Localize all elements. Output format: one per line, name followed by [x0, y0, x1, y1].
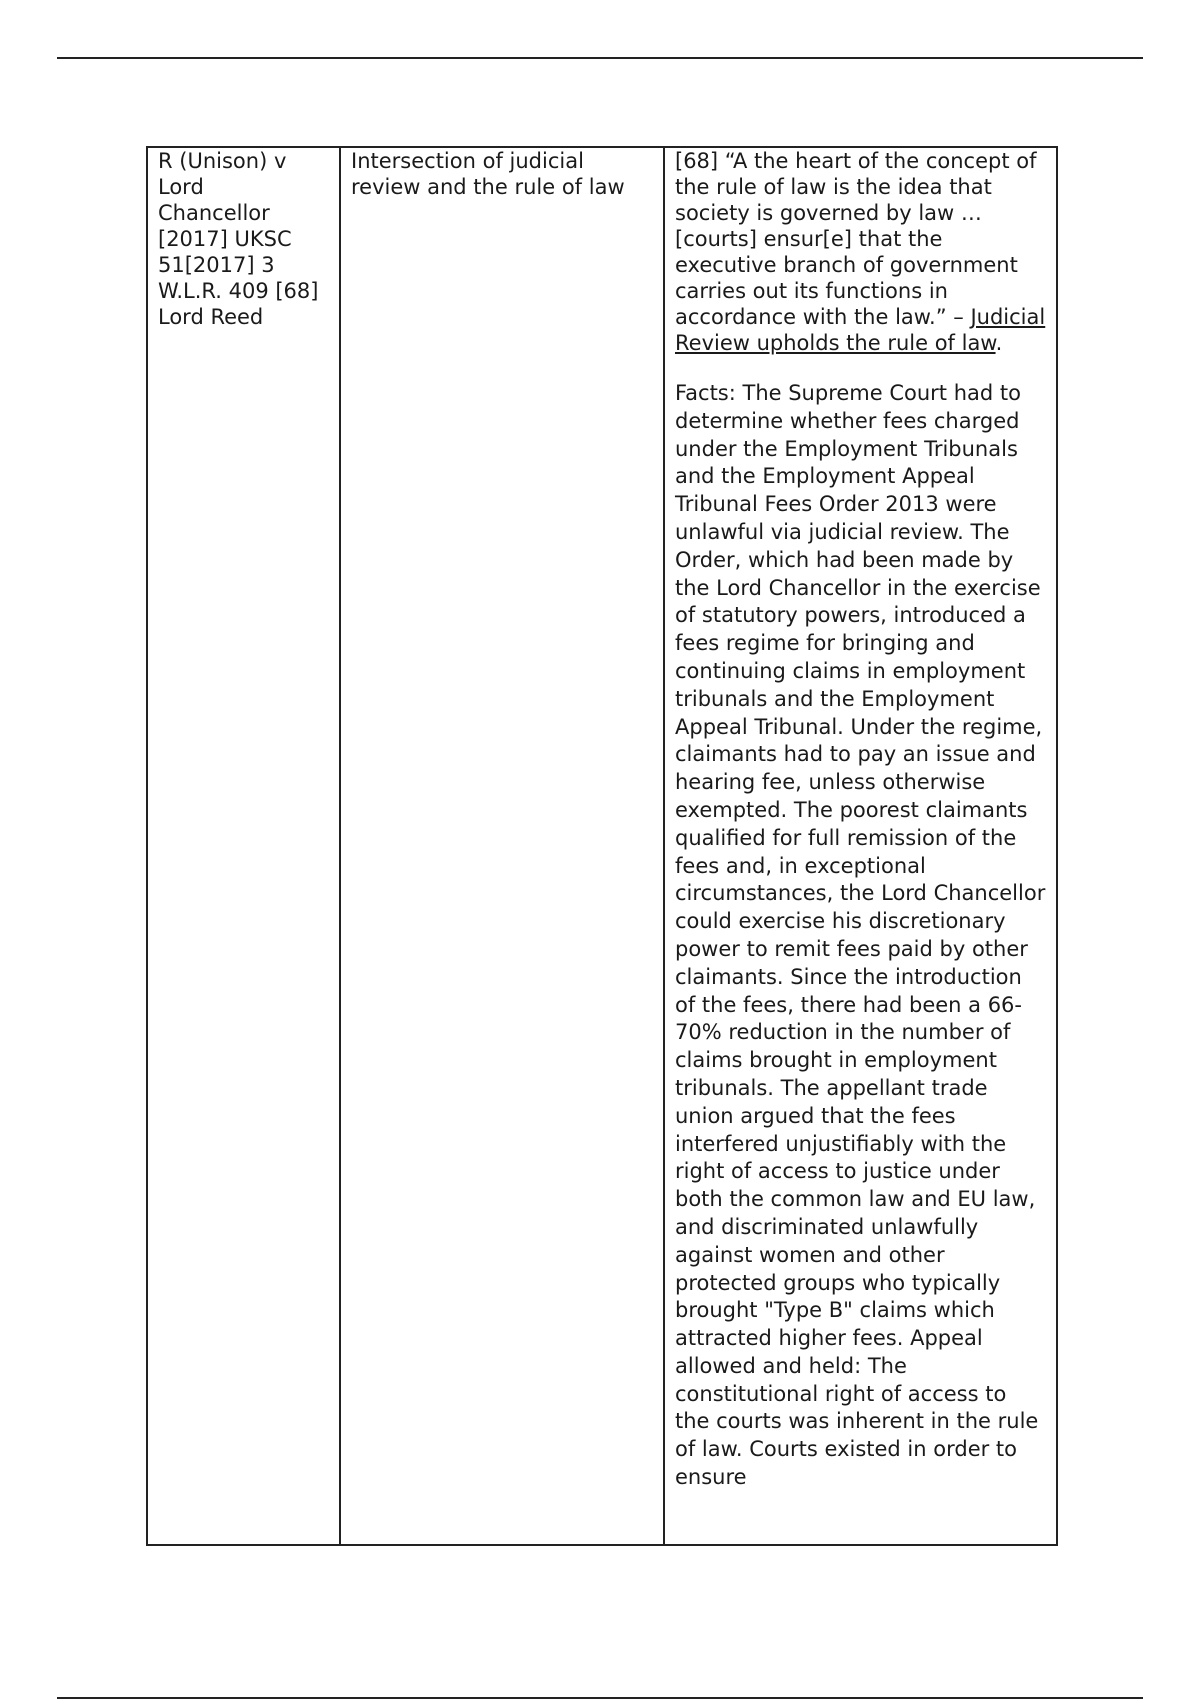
quote-conclusion: Judicial Review upholds the rule of law — [675, 305, 1046, 355]
footer-rule — [57, 1697, 1143, 1699]
case-table — [146, 146, 1058, 1546]
table-row — [147, 147, 1057, 1545]
case-notes-cell — [664, 147, 1057, 1545]
citation-line: Lord — [158, 175, 204, 199]
citation-line: Lord Reed — [158, 305, 264, 329]
citation-line: W.L.R. 409 [68] — [158, 279, 319, 303]
case-citation-cell — [147, 147, 340, 1545]
citation-line: Chancellor — [158, 201, 270, 225]
citation-line: 51[2017] 3 — [158, 253, 275, 277]
header-rule — [57, 57, 1143, 59]
quote-end: . — [995, 331, 1003, 355]
case-quote: [68] “A the heart of the concept of the rule of law is the idea that society is governed by law … [courts] ensur[e] that the executive branch of government carries out its functions in accordance with the law.” – — [675, 149, 1037, 329]
case-topic-cell — [340, 147, 664, 1545]
case-quote-block — [675, 148, 1046, 356]
case-topic: Intersection of judicial review and the rule of law — [351, 149, 625, 199]
case-facts: Facts: The Supreme Court had to determine whether fees charged under the Employment Tribunals and the Employment Appeal Tribunal Fees Order 2013 were unlawful via judicial review. The Order, which had been made by the Lord Chancellor in the exercise of statutory powers, introduced a fees regime for bringing and continuing claims in employment tribunals and the Employment Appeal Tribunal. Under the regime, claimants had to pay an issue and hearing fee, unless otherwise exempted. The poorest claimants qualified for full remission of the fees and, in exceptional circumstances, the Lord Chancellor could exercise his discretionary power to remit fees paid by other claimants. Since the introduction of the fees, there had been a 66-70% reduction in the number of claims brought in employment tribunals. The appellant trade union argued that the fees interfered unjustifiably with the right of access to justice under both the common law and EU law, and discriminated unlawfully against women and other protected groups who typically brought "Type B" claims which attracted higher fees. Appeal allowed and held: The constitutional right of access to the courts was inherent in the rule of law. Courts existed in order to ensure — [675, 381, 1046, 1490]
citation-line: R (Unison) v — [158, 149, 287, 173]
citation-line: [2017] UKSC — [158, 227, 292, 251]
